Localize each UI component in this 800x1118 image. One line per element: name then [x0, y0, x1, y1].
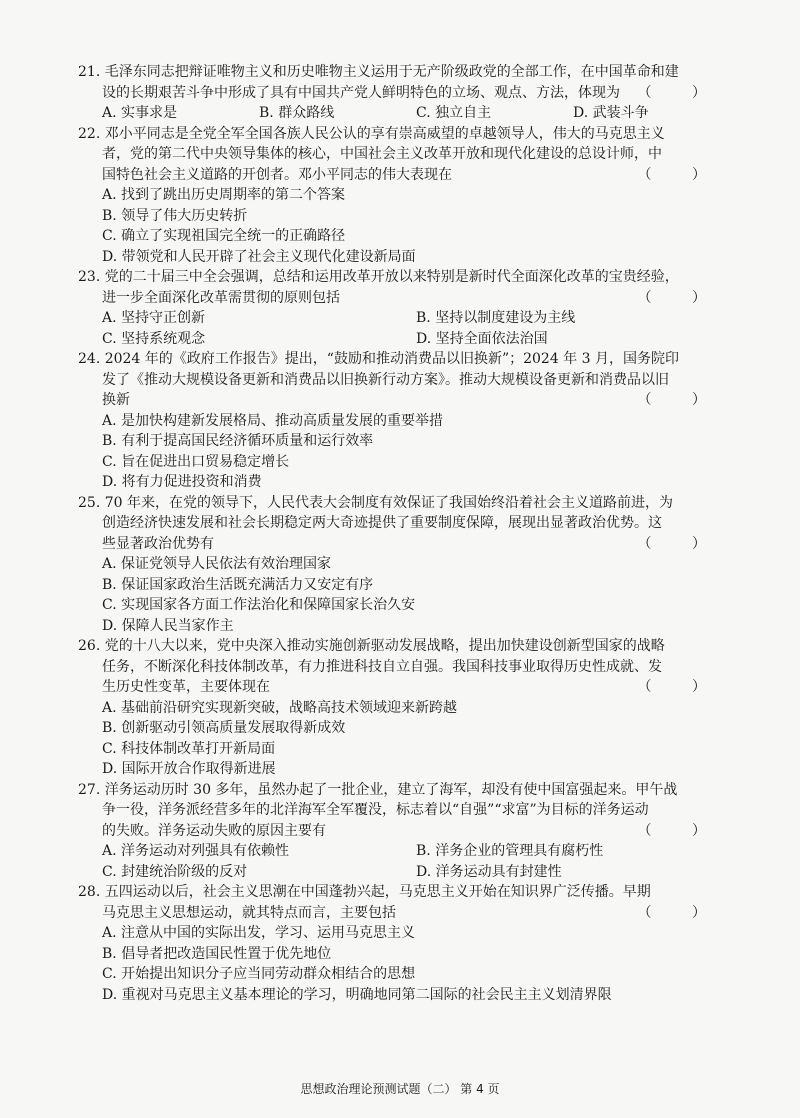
question-stem-line: 进一步全面深化改革需贯彻的原则包括: [102, 289, 340, 306]
option-a: A. 注意从中国的实际出发，学习、运用马克思主义: [102, 925, 416, 941]
option-c: C. 实现国家各方面工作法治化和保障国家长治久安: [102, 597, 416, 613]
option-a: A. 基础前沿研究实现新突破，战略高技术领域迎来新跨越: [102, 699, 458, 716]
option-c: C. 科技体制改革打开新局面: [102, 740, 276, 757]
question-stem-line: 争一役，洋务派经营多年的北洋海军全军覆没，标志着以“自强”“求富”为目标的洋务运动: [102, 802, 649, 818]
option-b: B. 有利于提高国民经济循环质量和运行效率: [102, 433, 374, 449]
question-stem-line: 设的长期艰苦斗争中形成了具有中国共产党人鲜明特色的立场、观点、方法，体现为: [102, 84, 620, 101]
page-footer: 思想政治理论预测试题（二） 第 4 页: [300, 1082, 500, 1096]
question-stem-line: 28. 五四运动以后，社会主义思潮在中国蓬勃兴起，马克思主义开始在知识界广泛传播。早期: [78, 884, 651, 900]
question-stem-line: 27. 洋务运动历时 30 多年，虽然办起了一批企业，建立了海军，却没有使中国富强起来。甲午战: [78, 781, 678, 798]
question-22: [78, 124, 730, 268]
option-c: C. 独立自主: [416, 105, 492, 121]
option-d: D. 将有力促进投资和消费: [102, 474, 262, 490]
question-23: [78, 267, 730, 349]
question-stem-line: 创造经济快速发展和社会长期稳定两大奇迹提供了重要制度保障，展现出显著政治优势。这: [102, 515, 662, 531]
option-d: D. 坚持全面依法治国: [416, 330, 548, 347]
answer-paren: （ ）: [637, 392, 724, 408]
question-27: [78, 780, 730, 883]
question-stem-line: 马克思主义思想运动，就其特点而言，主要包括: [102, 904, 396, 921]
option-d: D. 武装斗争: [573, 105, 649, 121]
option-c: C. 封建统治阶级的反对: [102, 863, 248, 880]
question-25: [78, 493, 730, 637]
question-stem-line: 23. 党的二十届三中全会强调，总结和运用改革开放以来特别是新时代全面深化改革的宝贵经验，: [78, 269, 679, 285]
question-stem-line: 24. 2024 年的《政府工作报告》提出，“鼓励和推动消费品以旧换新”；2024 年 3 月，国务院印: [78, 351, 679, 367]
option-c: C. 坚持系统观念: [102, 330, 206, 347]
question-stem-line: 发了《推动大规模设备更新和消费品以旧换新行动方案》。推动大规模设备更新和消费品以旧: [102, 371, 669, 388]
option-b: B. 保证国家政治生活既充满活力又安定有序: [102, 576, 374, 593]
option-a: A. 实事求是: [102, 105, 178, 121]
question-stem-line: 25. 70 年来，在党的领导下，人民代表大会制度有效保证了我国始终沿着社会主义道路前进，为: [78, 494, 673, 511]
option-b: B. 坚持以制度建设为主线: [416, 310, 576, 326]
answer-paren: （ ）: [637, 904, 724, 921]
question-stem-line: 者，党的第二代中央领导集体的核心，中国社会主义改革开放和现代化建设的总设计师，中: [102, 146, 662, 162]
option-d: D. 保障人民当家作主: [102, 617, 234, 634]
answer-paren: （ ）: [637, 822, 724, 839]
option-a: A. 洋务运动对列强具有依赖性: [102, 843, 290, 859]
option-a: A. 找到了跳出历史周期率的第二个答案: [102, 187, 346, 203]
answer-paren: （ ）: [637, 166, 724, 183]
question-stem-line: 任务，不断深化科技体制改革，有力推进科技自立自强。我国科技事业取得历史性成就、发: [102, 658, 662, 675]
question-28: [78, 882, 730, 1005]
option-b: B. 洋务企业的管理具有腐朽性: [416, 843, 604, 859]
option-c: C. 开始提出知识分子应当同劳动群众相结合的思想: [102, 966, 416, 982]
question-stem-line: 的失败。洋务运动失败的原因主要有: [102, 822, 326, 839]
question-stem-line: 些显著政治优势有: [102, 535, 214, 552]
question-stem-line: 22. 邓小平同志是全党全军全国各族人民公认的享有崇高威望的卓越领导人，伟大的马克思主义: [78, 125, 665, 142]
option-c: C. 确立了实现祖国完全统一的正确路径: [102, 228, 346, 244]
option-d: D. 国际开放合作取得新进展: [102, 761, 276, 777]
option-b: B. 倡导者把改造国民性置于优先地位: [102, 945, 332, 962]
question-21: [78, 62, 730, 124]
answer-paren: （ ）: [637, 84, 724, 101]
question-24: [78, 349, 730, 493]
option-b: B. 领导了伟大历史转折: [102, 207, 248, 224]
option-b: B. 群众路线: [259, 105, 335, 121]
question-stem-line: 国特色社会主义道路的开创者。邓小平同志的伟大表现在: [102, 166, 452, 183]
answer-paren: （ ）: [637, 289, 724, 306]
option-a: A. 保证党领导人民依法有效治理国家: [102, 556, 332, 572]
option-d: D. 重视对马克思主义基本理论的学习，明确地同第二国际的社会民主主义划清界限: [102, 986, 612, 1003]
option-d: D. 带领党和人民开辟了社会主义现代化建设新局面: [102, 248, 416, 265]
question-26: [78, 636, 730, 780]
question-stem-line: 26. 党的十八大以来，党中央深入推动实施创新驱动发展战略，提出加快建设创新型国家的战略: [78, 638, 665, 654]
option-b: B. 创新驱动引领高质量发展取得新成效: [102, 720, 346, 736]
option-a: A. 是加快构建新发展格局、推动高质量发展的重要举措: [102, 412, 444, 429]
question-stem-line: 生历史性变革，主要体现在: [102, 679, 270, 695]
answer-paren: （ ）: [637, 535, 724, 552]
option-d: D. 洋务运动具有封建性: [416, 863, 562, 880]
question-stem-line: 21. 毛泽东同志把辩证唯物主义和历史唯物主义运用于无产阶级政党的全部工作，在中国革命和建: [78, 64, 679, 80]
option-c: C. 旨在促进出口贸易稳定增长: [102, 453, 290, 470]
answer-paren: （ ）: [637, 679, 724, 695]
question-stem-line: 换新: [102, 392, 130, 408]
option-a: A. 坚持守正创新: [102, 310, 206, 326]
